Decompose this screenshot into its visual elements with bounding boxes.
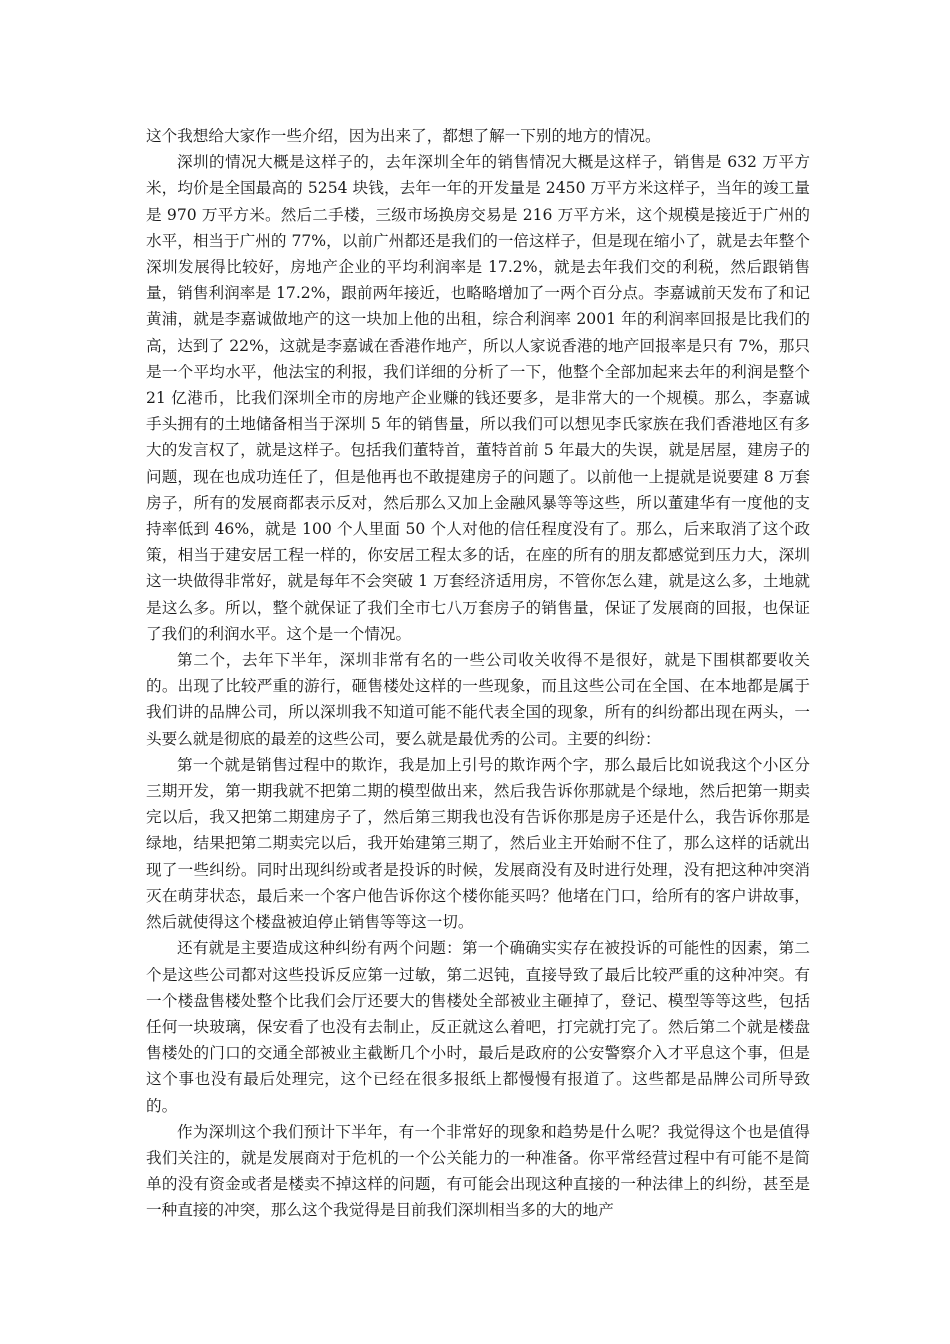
paragraph-outlook: 作为深圳这个我们预计下半年，有一个非常好的现象和趋势是什么呢？我觉得这个也是值得我们关注的，就是发展商对于危机的一个公关能力的一种准备。你平常经营过程中有可能不是简单的没有资金或者是楼卖不掉这样的问题，有可能会出现这种直接的一种法律上的纠纷，甚至是一种直接的冲突，那么这个我觉得是目前我们深圳相当多的大的地产 [146, 1122, 810, 1220]
paragraph-shenzhen-overview: 深圳的情况大概是这样子的，去年深圳全年的销售情况大概是这样子，销售是 632 万平方米，均价是全国最高的 5254 块钱，去年一年的开发量是 2450 万平方米这样子，当年的竣工量是 970 万平方米。然后二手楼，三级市场换房交易是 216 万平方米，这个规模是接近于广州的水平，相当于广州的 77%，以前广州都还是我们的一倍这样子，但是现在缩小了，就是去年整个深圳发展得比较好，房地产企业的平均利润率是 17.2%，就是去年我们交的利税，然后跟销售量，销售利润率是 17.2%，跟前两年接近，也略略增加了一两个百分点。李嘉诚前天发布了和记黄浦，就是李嘉诚做地产的这一块加上他的出租，综合利润率 2001 年的利润率回报是比我们的高，达到了 22%，这就是李嘉诚在香港作地产，所以人家说香港的地产回报率是只有 7%，那只是一个平均水平，他法宝的利报，我们详细的分析了一下，他整个全部加起来去年的利润是整个 21 亿港币，比我们深圳全市的房地产企业赚的钱还要多，是非常大的一个规模。那么，李嘉诚手头拥有的土地储备相当于深圳 5 年的销售量，所以我们可以想见李氏家族在我们香港地区有多大的发言权了，就是这样子。包括我们董特首，董特首前 5 年最大的失误，就是居屋，建房子的问题，现在也成功连任了，但是他再也不敢提建房子的问题了。以前他一上提就是说要建 8 万套房子，所有的发展商都表示反对，然后那么又加上金融风暴等等这些，所以董建华有一度他的支持率低到 46%，就是 100 个人里面 50 个人对他的信任程度没有了。那么，后来取消了这个政策，相当于建安居工程一样的，你安居工程太多的话，在座的所有的朋友都感觉到压力大，深圳这一块做得非常好，就是每年不会突破 1 万套经济适用房，不管你怎么建，就是这么多，土地就是这么多。所以，整个就保证了我们全市七八万套房子的销售量，保证了发展商的回报，也保证了我们的利润水平。这个是一个情况。 [146, 153, 810, 643]
paragraph-second-point: 第二个，去年下半年，深圳非常有名的一些公司收关收得不是很好，就是下围棋都要收关的。出现了比较严重的游行，砸售楼处这样的一些现象，而且这些公司在全国、在本地都是属于我们讲的品牌公司，所以深圳我不知道可能不能代表全国的现象，所有的纠纷都出现在两头，一头要么就是彻底的最差的这些公司，要么就是最优秀的公司。主要的纠纷： [146, 651, 810, 748]
paragraph-intro: 这个我想给大家作一些介绍，因为出来了，都想了解一下别的地方的情况。 [146, 127, 661, 145]
document-body [146, 123, 810, 1224]
paragraph-dispute-causes: 还有就是主要造成这种纠纷有两个问题：第一个确确实实存在被投诉的可能性的因素，第二个是这些公司都对这些投诉反应第一过敏，第二迟钝，直接导致了最后比较严重的这种冲突。有一个楼盘售楼处整个比我们会厅还要大的售楼处全部被业主砸掉了，登记、模型等等这些，包括任何一块玻璃，保安看了也没有去制止，反正就这么着吧，打完就打完了。然后第二个就是楼盘售楼处的门口的交通全部被业主截断几个小时，最后是政府的公安警察介入才平息这个事，但是这个事也没有最后处理完，这个已经在很多报纸上都慢慢有报道了。这些都是品牌公司所导致的。 [146, 939, 810, 1115]
paragraph-sales-fraud: 第一个就是销售过程中的欺诈，我是加上引号的欺诈两个字，那么最后比如说我这个小区分三期开发，第一期我就不把第二期的模型做出来，然后我告诉你那就是个绿地，然后把第一期卖完以后，我又把第二期建房子了，然后第三期我也没有告诉你那是房子还是什么，我告诉你那是绿地，结果把第二期卖完以后，我开始建第三期了，然后业主开始耐不住了，那么这样的话就出现了一些纠纷。同时出现纠纷或者是投诉的时候，发展商没有及时进行处理，没有把这种冲突消灭在萌芽状态，最后来一个客户他告诉你这个楼你能买吗？他堵在门口，给所有的客户讲故事，然后就使得这个楼盘被迫停止销售等等这一切。 [146, 755, 810, 932]
